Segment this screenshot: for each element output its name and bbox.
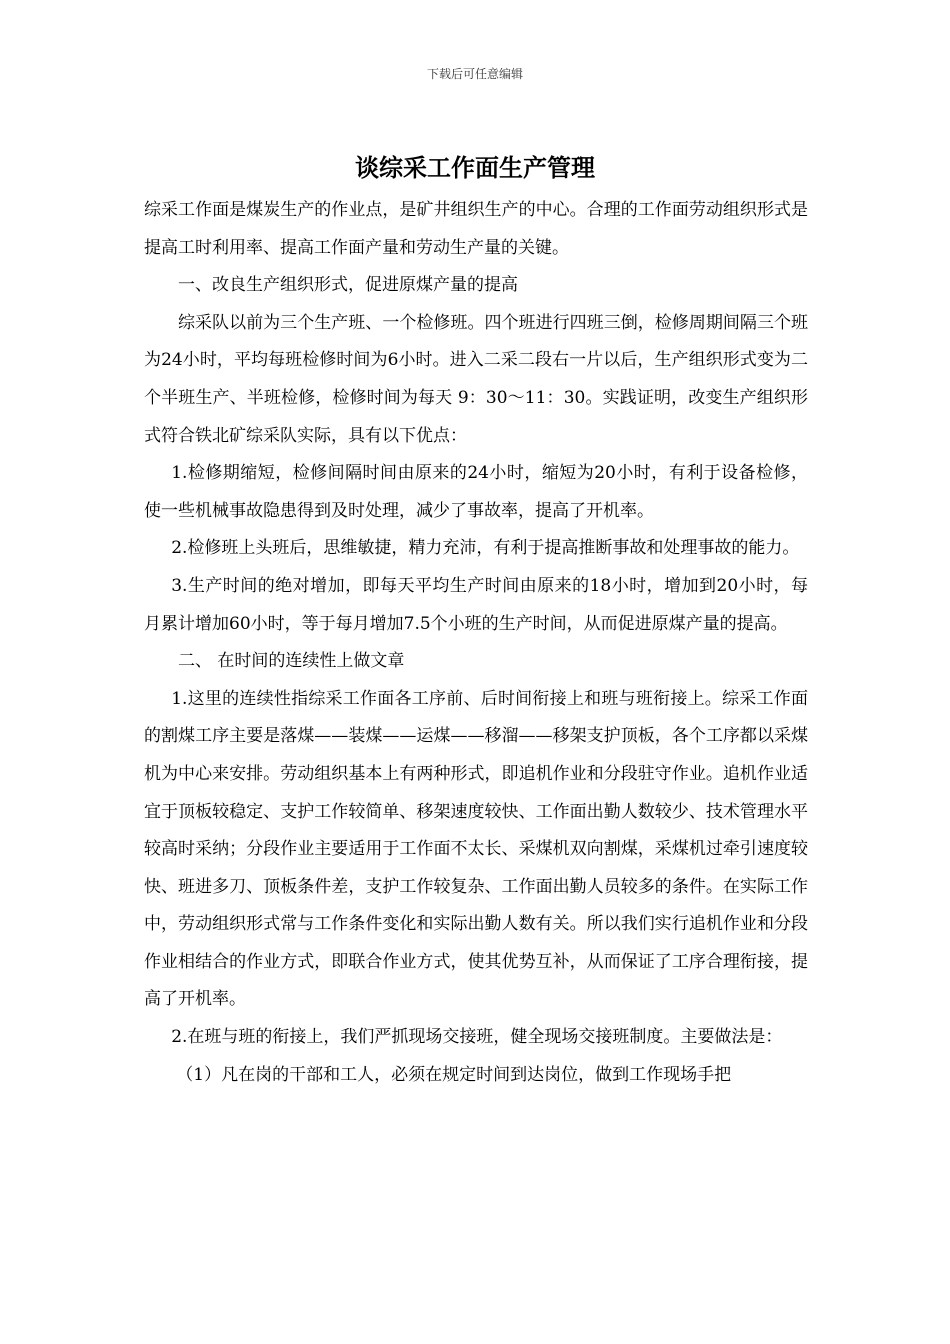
paragraph: 综采队以前为三个生产班、一个检修班。四个班进行四班三倒，检修周期间隔三个班为24小时，平均每班检修时间为6小时。进入二采二段右一片以后，生产组织形式变为二个半班生产、半班检修，检修时间为每天 9：30～11：30。实践证明，改变生产组织形式符合铁北矿综采队实际，具有以下优点： [144, 312, 808, 446]
paragraph-intro: 综采工作面是煤炭生产的作业点，是矿井组织生产的中心。合理的工作面劳动组织形式是提高工时利用率、提高工作面产量和劳动生产量的关键。 [144, 200, 808, 258]
list-item: 3.生产时间的绝对增加，即每天平均生产时间由原来的18小时，增加到20小时，每月累计增加60小时，等于每月增加7.5个小班的生产时间，从而促进原煤产量的提高。 [144, 575, 808, 634]
header-note: 下载后可任意编辑 [426, 67, 523, 81]
section-heading-2: 二、 在时间的连续性上做文章 [178, 651, 405, 672]
list-item: 2.检修班上头班后，思维敏捷，精力充沛，有利于提高推断事故和处理事故的能力。 [171, 538, 800, 559]
section-heading-1: 一、改良生产组织形式，促进原煤产量的提高 [178, 275, 518, 296]
document-title: 谈综采工作面生产管理 [355, 154, 595, 182]
list-item: 2.在班与班的衔接上，我们严抓现场交接班，健全现场交接班制度。主要做法是： [171, 1027, 783, 1048]
list-item: 1.这里的连续性指综采工作面各工序前、后时间衔接上和班与班衔接上。综采工作面的割煤工序主要是落煤——装煤——运煤——移溜——移架支护顶板，各个工序都以采煤机为中心来安排。劳动组织基本上有两种形式，即追机作业和分段驻守作业。追机作业适宜于顶板较稳定、支护工作较简单、移架速度较快、工作面出勤人数较少、技术管理水平较高时采纳；分段作业主要适用于工作面不太长、采煤机双向割煤，采煤机过牵引速度较快、班进多刀、顶板条件差，支护工作较复杂、工作面出勤人员较多的条件。在实际工作中，劳动组织形式常与工作条件变化和实际出勤人数有关。所以我们实行追机作业和分段作业相结合的作业方式，即联合作业方式，使其优势互补，从而保证了工序合理衔接，提高了开机率。 [144, 688, 808, 1010]
list-item: 1.检修期缩短，检修间隔时间由原来的24小时，缩短为20小时，有利于设备检修，使一些机械事故隐患得到及时处理，减少了事故率，提高了开机率。 [144, 463, 808, 521]
document-body [144, 192, 808, 1094]
sub-list-item: （1）凡在岗的干部和工人，必须在规定时间到达岗位，做到工作现场手把 [176, 1064, 732, 1085]
